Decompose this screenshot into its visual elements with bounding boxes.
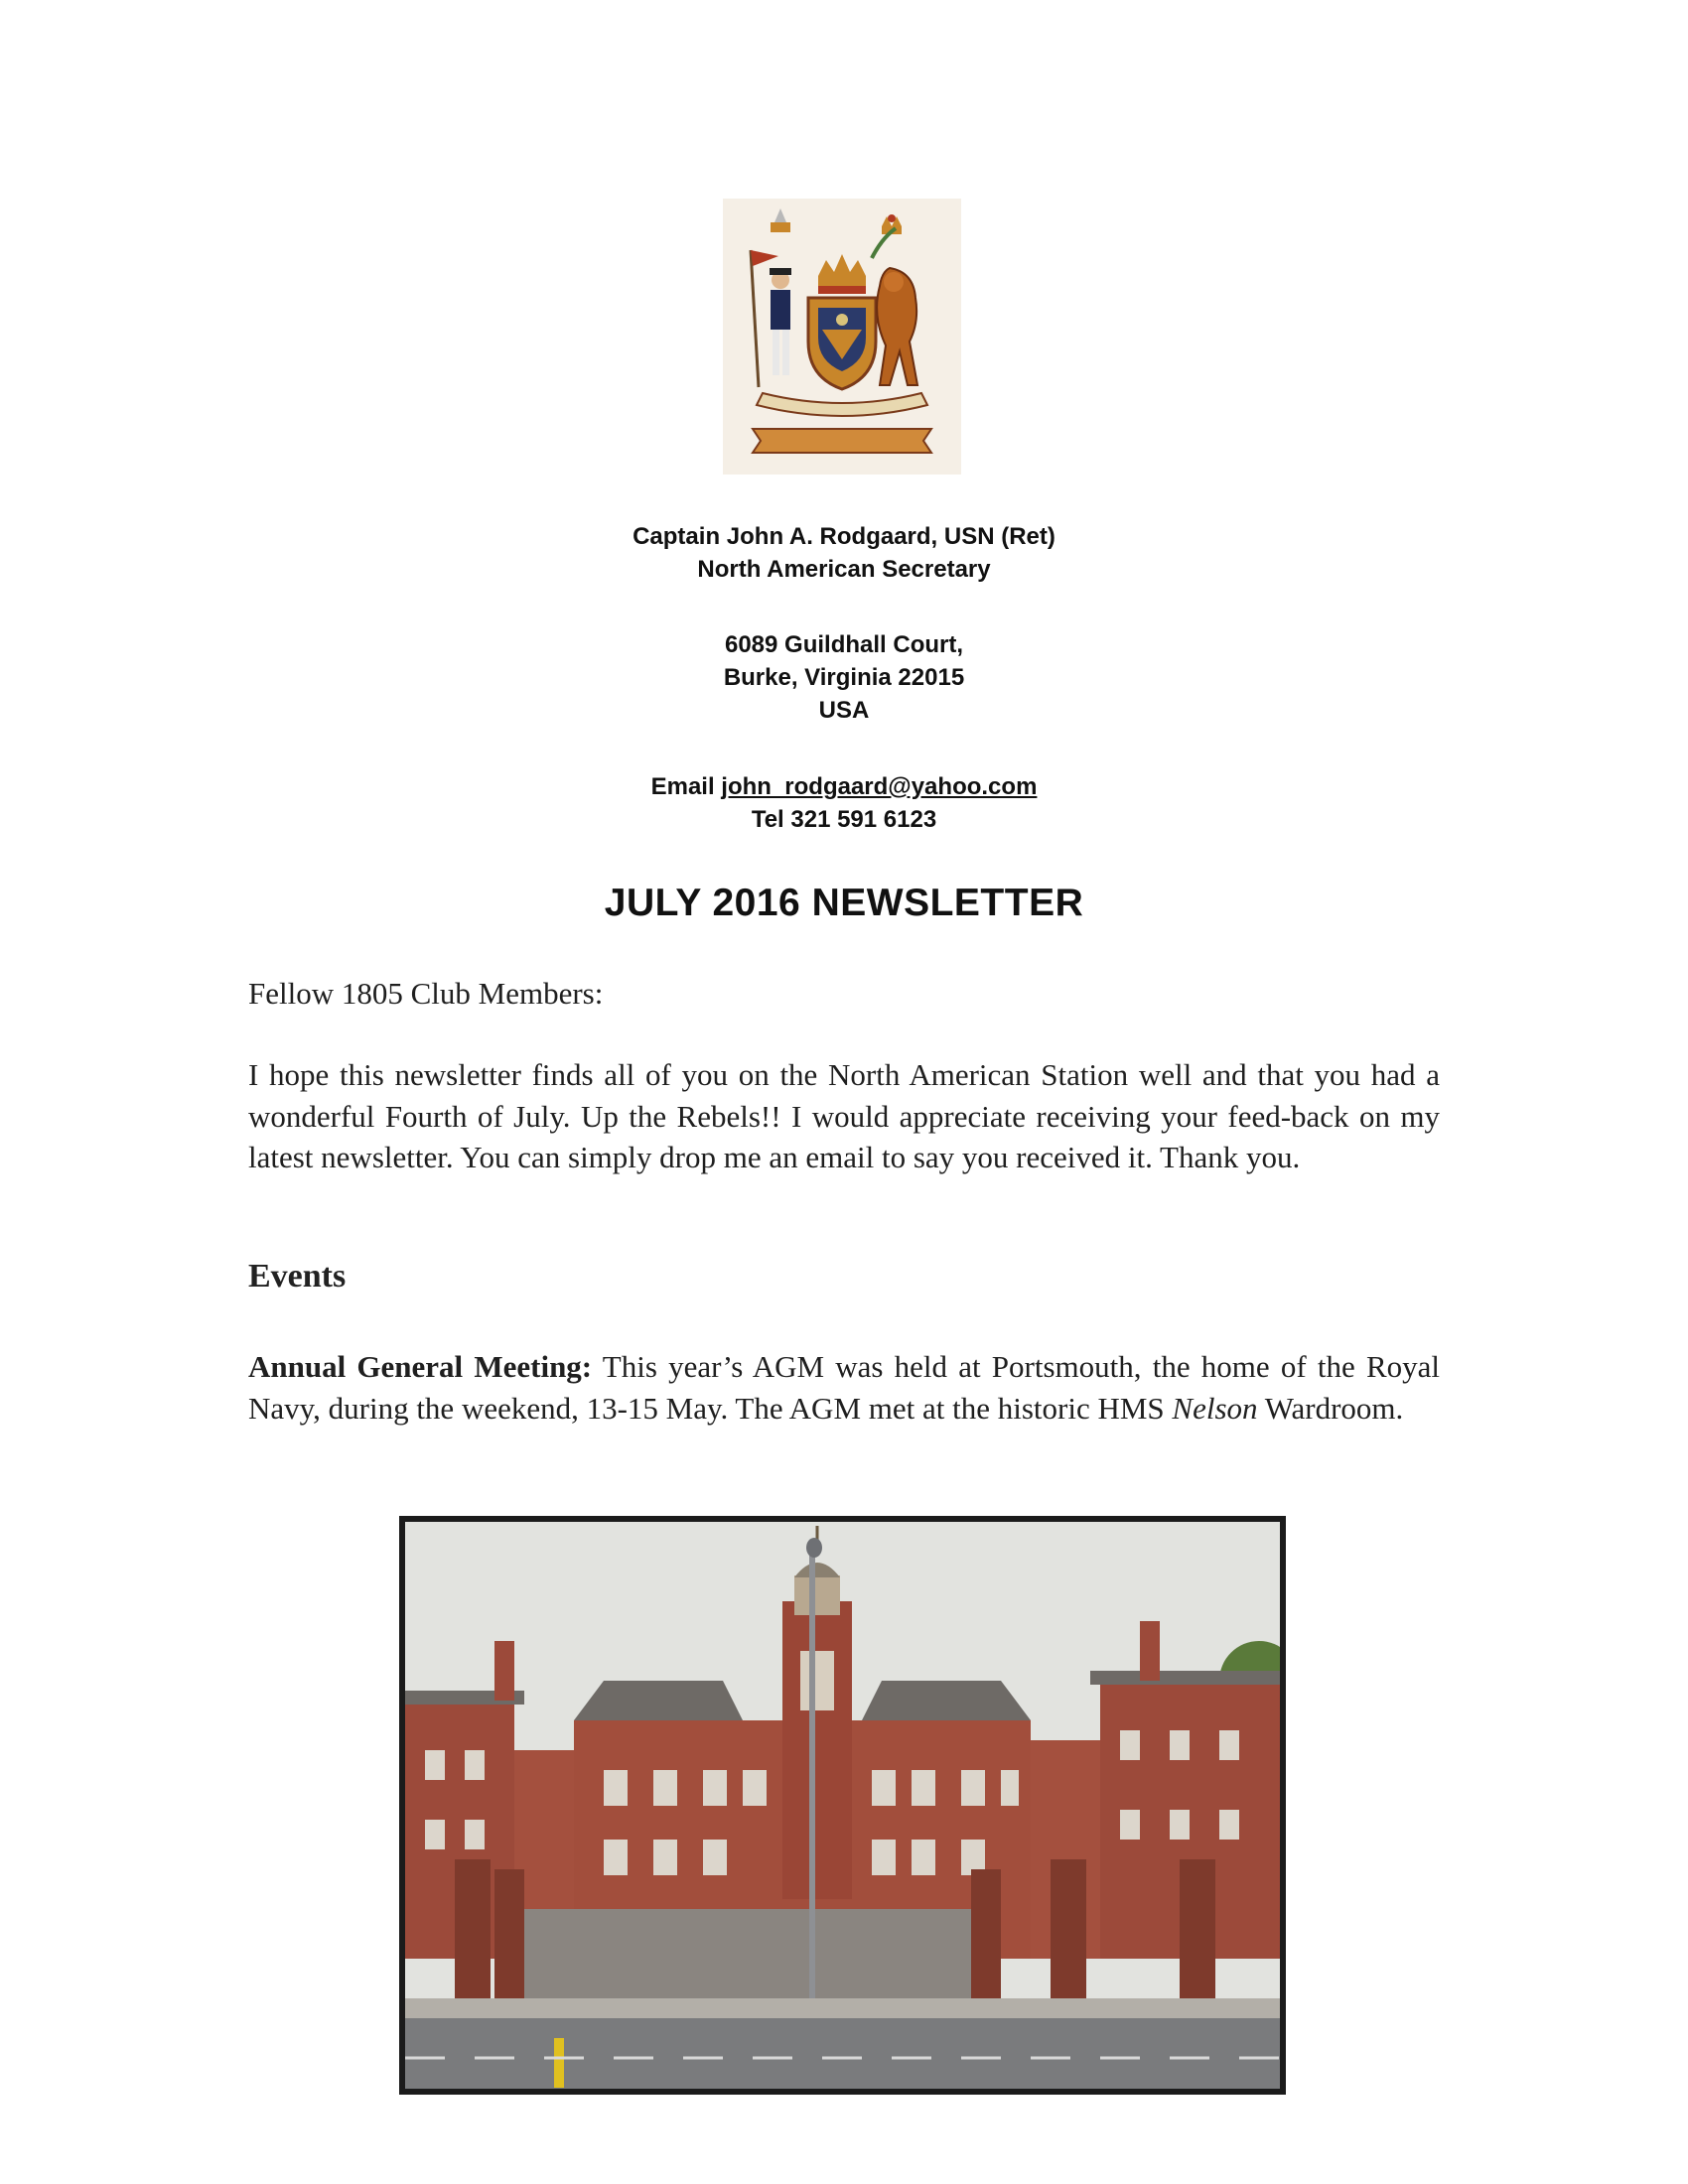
club-crest-logo xyxy=(723,199,961,475)
newsletter-title: JULY 2016 NEWSLETTER xyxy=(604,882,1084,924)
intro-paragraph: I hope this newsletter finds all of you on the North American Station well and that you had a wonderful Fourth of July. Up the Rebels!! I would appreciate receiving your feed-back on my latest newsletter. You can simply drop me an email to say you received it. Thank you. xyxy=(248,1057,1440,1174)
address-line-1: 6089 Guildhall Court, xyxy=(724,631,964,658)
agm-ship-name: Nelson xyxy=(1172,1390,1258,1426)
sender-block xyxy=(447,520,1241,586)
email-line xyxy=(447,770,1241,803)
agm-paragraph xyxy=(248,1346,1440,1429)
events-heading: Events xyxy=(248,1258,347,1295)
email-link[interactable]: john_rodgaard@yahoo.com xyxy=(721,773,1038,800)
sender-role: North American Secretary xyxy=(697,556,991,583)
address-line-3: USA xyxy=(818,697,870,724)
sender-address xyxy=(447,628,1241,727)
agm-label: Annual General Meeting: xyxy=(248,1349,593,1384)
sender-name: Captain John A. Rodgaard, USN (Ret) xyxy=(633,523,1055,550)
contact-block xyxy=(447,770,1241,836)
phone-line: Tel 321 591 6123 xyxy=(751,806,937,833)
address-line-2: Burke, Virginia 22015 xyxy=(723,664,965,691)
email-label: Email xyxy=(650,773,715,800)
agm-text-1: This year’s AGM was held at Portsmouth, the home of the Royal Navy, during the weekend, 13-15 May. The AGM met at the historic HMS xyxy=(248,1349,1440,1426)
greeting: Fellow 1805 Club Members: xyxy=(248,976,604,1011)
agm-text-2: Wardroom. xyxy=(1264,1390,1404,1426)
wardroom-photo xyxy=(399,1516,1286,2095)
